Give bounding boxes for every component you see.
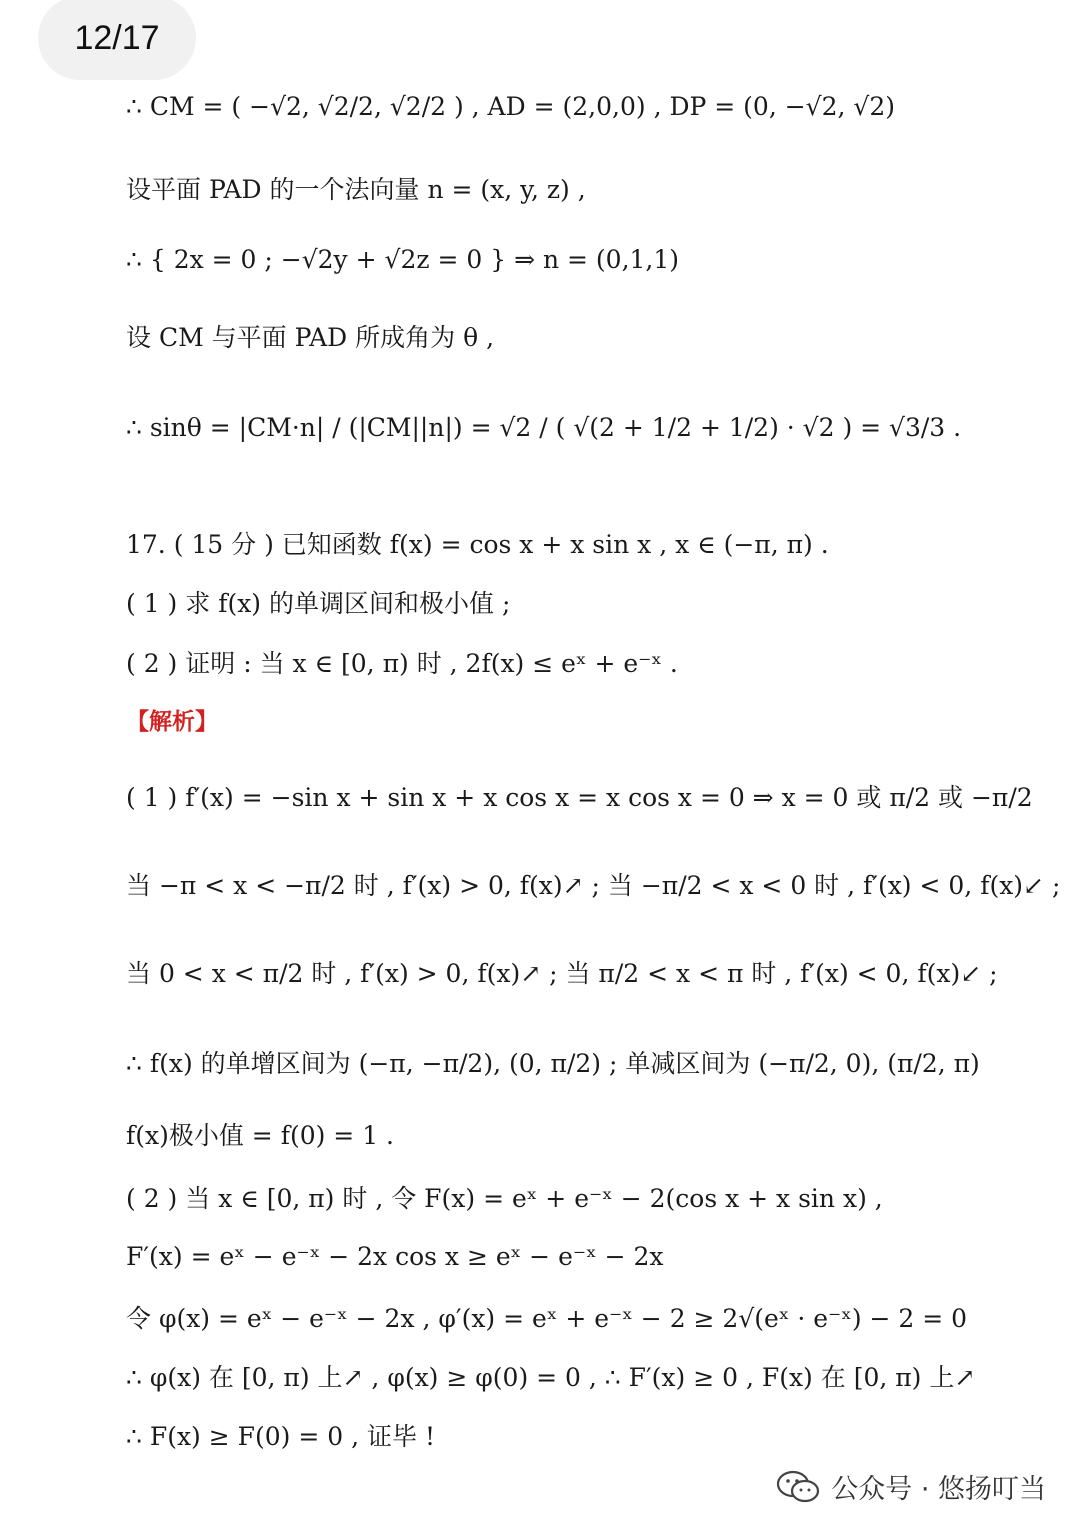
line-normal-vector-setup: 设平面 PAD 的一个法向量 n = (x, y, z) , xyxy=(126,175,586,204)
line-monotonic-1: 当 −π < x < −π/2 时 , f′(x) > 0, f(x)↗ ; 当 −π/2 < x < 0 时 , f′(x) < 0, f(x)↙ ; xyxy=(126,871,1061,900)
line-cm-vector: ∴ CM = ( −√2, √2/2, √2/2 ) , AD = (2,0,0) , DP = (0, −√2, √2) xyxy=(126,92,895,121)
page-indicator: 12/17 xyxy=(38,0,196,80)
line-derivative: ( 1 ) f′(x) = −sin x + sin x + x cos x = x cos x = 0 ⇒ x = 0 或 π/2 或 −π/2 xyxy=(126,783,1033,812)
line-F-derivative: F′(x) = eˣ − e⁻ˣ − 2x cos x ≥ eˣ − e⁻ˣ − 2x xyxy=(126,1242,664,1271)
problem-17-part2: ( 2 ) 证明 : 当 x ∈ [0, π) 时 , 2f(x) ≤ eˣ + e⁻ˣ . xyxy=(126,649,678,678)
line-phi-monotonic: ∴ φ(x) 在 [0, π) 上↗ , φ(x) ≥ φ(0) = 0 , ∴ F′(x) ≥ 0 , F(x) 在 [0, π) 上↗ xyxy=(126,1363,976,1392)
watermark xyxy=(775,1467,1046,1506)
line-minimum-value: f(x)极小值 = f(0) = 1 . xyxy=(126,1121,395,1150)
line-equation-system: ∴ { 2x = 0 ; −√2y + √2z = 0 } ⇒ n = (0,1,1) xyxy=(126,245,680,274)
line-phi-setup: 令 φ(x) = eˣ − e⁻ˣ − 2x , φ′(x) = eˣ + e⁻ˣ − 2 ≥ 2√(eˣ · e⁻ˣ) − 2 = 0 xyxy=(126,1304,968,1333)
wechat-icon xyxy=(775,1469,821,1505)
line-monotonic-2: 当 0 < x < π/2 时 , f′(x) > 0, f(x)↗ ; 当 π/2 < x < π 时 , f′(x) < 0, f(x)↙ ; xyxy=(126,959,998,988)
line-intervals: ∴ f(x) 的单增区间为 (−π, −π/2), (0, π/2) ; 单减区间为 (−π/2, 0), (π/2, π) xyxy=(126,1049,980,1078)
line-angle-setup: 设 CM 与平面 PAD 所成角为 θ , xyxy=(126,323,495,352)
problem-17-part1: ( 1 ) 求 f(x) 的单调区间和极小值 ; xyxy=(126,589,511,618)
line-conclusion: ∴ F(x) ≥ F(0) = 0 , 证毕 ! xyxy=(126,1422,435,1451)
line-part2-setup: ( 2 ) 当 x ∈ [0, π) 时 , 令 F(x) = eˣ + e⁻ˣ − 2(cos x + x sin x) , xyxy=(126,1184,883,1213)
watermark-text: 公众号 · 悠扬叮当 xyxy=(831,1474,1046,1505)
problem-17-stem: 17. ( 15 分 ) 已知函数 f(x) = cos x + x sin x , x ∈ (−π, π) . xyxy=(126,530,829,559)
line-sin-theta: ∴ sinθ = |CM·n| / (|CM||n|) = √2 / ( √(2 + 1/2 + 1/2) · √2 ) = √3/3 . xyxy=(126,413,962,442)
solution-heading: 【解析】 xyxy=(126,709,218,735)
